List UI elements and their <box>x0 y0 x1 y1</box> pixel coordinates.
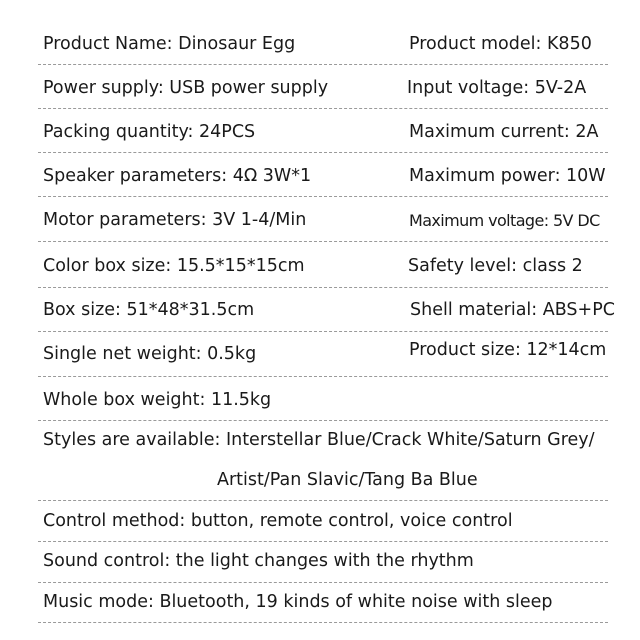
styles-available: Styles are available: Interstellar Blue/Crack White/Saturn Grey/ <box>43 430 595 450</box>
maximum-current: Maximum current: 2A <box>409 122 599 142</box>
product-size: Product size: 12*14cm <box>409 340 607 360</box>
maximum-power: Maximum power: 10W <box>409 166 606 186</box>
whole-box-weight: Whole box weight: 11.5kg <box>43 390 272 410</box>
divider <box>38 152 608 153</box>
maximum-voltage: Maximum voltage: 5V DC <box>409 211 600 230</box>
product-name: Product Name: Dinosaur Egg <box>43 34 296 54</box>
divider <box>38 108 608 109</box>
divider <box>38 541 608 542</box>
power-supply: Power supply: USB power supply <box>43 78 329 98</box>
divider <box>38 331 608 332</box>
sound-control: Sound control: the light changes with the rhythm <box>43 551 474 571</box>
box-size: Box size: 51*48*31.5cm <box>43 300 255 320</box>
styles-available-continued: Artist/Pan Slavic/Tang Ba Blue <box>217 470 478 490</box>
safety-level: Safety level: class 2 <box>408 256 583 276</box>
divider <box>38 287 608 288</box>
shell-material: Shell material: ABS+PC <box>410 300 615 320</box>
single-net-weight: Single net weight: 0.5kg <box>43 344 257 364</box>
divider <box>38 622 608 623</box>
divider <box>38 196 608 197</box>
divider <box>38 500 608 501</box>
divider <box>38 376 608 377</box>
divider <box>38 420 608 421</box>
control-method: Control method: button, remote control, voice control <box>43 511 513 531</box>
speaker-parameters: Speaker parameters: 4Ω 3W*1 <box>43 166 312 186</box>
product-model: Product model: K850 <box>409 34 592 54</box>
music-mode: Music mode: Bluetooth, 19 kinds of white noise with sleep <box>43 592 553 612</box>
divider <box>38 241 608 242</box>
color-box-size: Color box size: 15.5*15*15cm <box>43 256 305 276</box>
divider <box>38 582 608 583</box>
divider <box>38 64 608 65</box>
packing-quantity: Packing quantity: 24PCS <box>43 122 256 142</box>
motor-parameters: Motor parameters: 3V 1-4/Min <box>43 210 307 230</box>
input-voltage: Input voltage: 5V-2A <box>407 78 587 98</box>
